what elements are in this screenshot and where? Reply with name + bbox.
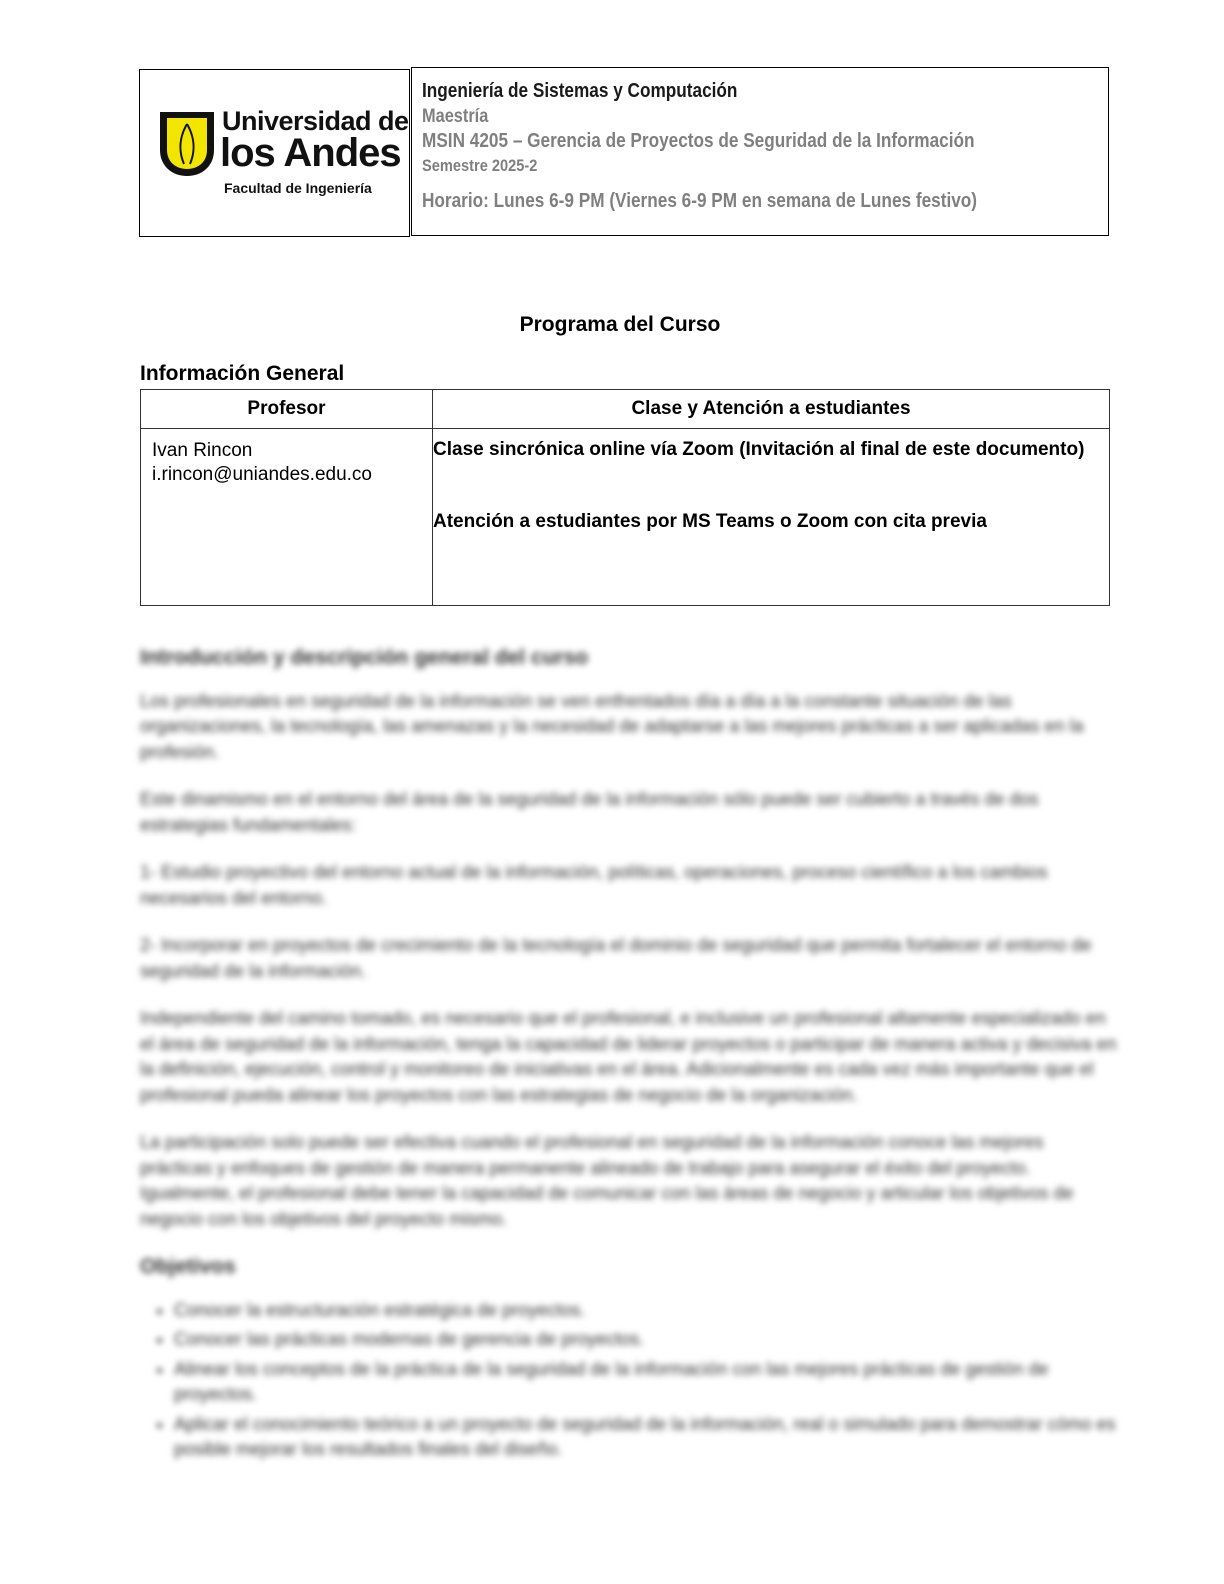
paragraph: La participación solo puede ser efectiva cuando el profesional en seguridad de la información conoce las mejores prácticas y enfoques de gestión de manera permanente alineado de trabajo para asegurar el éxito del proyecto. Igualmente, el profesional debe tener la capacidad de comunicar con las áreas de negocio y articular los objetivos de negocio con los objetivos del proyecto mismo.	[140, 1132, 1074, 1229]
list-item: • Aplicar el conocimiento teórico a un proyecto de seguridad de la información, real o simulado para demostrar cómo es posible mejorar los resultados finales del diseño.	[174, 1412, 1120, 1463]
intro-heading: Introducción y descripción general del curso	[140, 646, 589, 669]
professor-name: Ivan Rincon	[152, 440, 253, 461]
table-row	[141, 429, 1110, 606]
list-item: • Alinear los conceptos de la práctica de la seguridad de la información con las mejores prácticas de gestión de proyectos.	[174, 1357, 1120, 1408]
general-info-title: Información General	[140, 362, 345, 385]
paragraph: Los profesionales en seguridad de la información se ven enfrentados día a día a la constante situación de las organizaciones, la tecnología, las amenazas y la necesidad de adaptarse a las mejores prácticas a ser aplicadas en la profesión.	[140, 690, 1084, 762]
class-schedule: Horario: Lunes 6-9 PM (Viernes 6-9 PM en semana de Lunes festivo)	[422, 190, 978, 212]
table-header-row	[141, 390, 1110, 429]
logo-faculty-text: Facultad de Ingeniería	[224, 180, 372, 196]
document-title: Programa del Curso	[519, 313, 721, 336]
paragraph: 2- Incorporar en proyectos de crecimiento de la tecnología el dominio de seguridad que permita fortalecer el entorno de seguridad de la información.	[140, 935, 1092, 981]
class-mode: Clase sincrónica online vía Zoom (Invitación al final de este documento)	[433, 439, 1085, 460]
class-column-header: Clase y Atención a estudiantes	[433, 390, 1110, 429]
department-name: Ingeniería de Sistemas y Computación	[422, 80, 738, 102]
paragraph: Este dinamismo en el entorno del área de la seguridad de la información sólo puede ser cubierto a través de dos estrategias fundamentales:	[140, 789, 1039, 835]
list-item: • Conocer la estructuración estratégica de proyectos.	[174, 1298, 1120, 1324]
program-level: Maestría	[422, 106, 489, 127]
office-hours: Atención a estudiantes por MS Teams o Zoom con cita previa	[433, 511, 987, 532]
objectives-list	[140, 1298, 1120, 1463]
general-info-table	[140, 389, 1110, 606]
logo-andes-text: los Andes	[220, 131, 401, 175]
paragraph: Independiente del camino tomado, es necesario que el profesional, e inclusive un profesional altamente especializado en el área de seguridad de la información, tenga la capacidad de liderar proyectos o participar de manera activa y decisiva en la definición, ejecución, control y monitoreo de iniciativas en el área. Adicionalmente es cada vez más importante que el profesional pueda alinear los proyectos con las estrategias de negocio de la organización.	[140, 1008, 1117, 1105]
blurred-course-description	[140, 645, 1120, 1467]
paragraph: 1- Estudio proyectivo del entorno actual de la información, políticas, operaciones, proceso científico a los cambios necesarios del entorno.	[140, 862, 1048, 908]
objectives-heading: Objetivos	[140, 1255, 236, 1278]
list-item: • Conocer las prácticas modernas de gerencia de proyectos.	[174, 1327, 1120, 1353]
logo-university-text: Universidad de	[222, 106, 409, 136]
class-cell	[433, 429, 1110, 606]
university-shield-icon	[158, 110, 216, 178]
professor-cell	[141, 429, 433, 606]
semester: Semestre 2025-2	[422, 156, 538, 175]
professor-email[interactable]: i.rincon@uniandes.edu.co	[152, 464, 372, 485]
course-name: MSIN 4205 – Gerencia de Proyectos de Seguridad de la Información	[422, 130, 975, 152]
professor-column-header: Profesor	[141, 390, 433, 429]
